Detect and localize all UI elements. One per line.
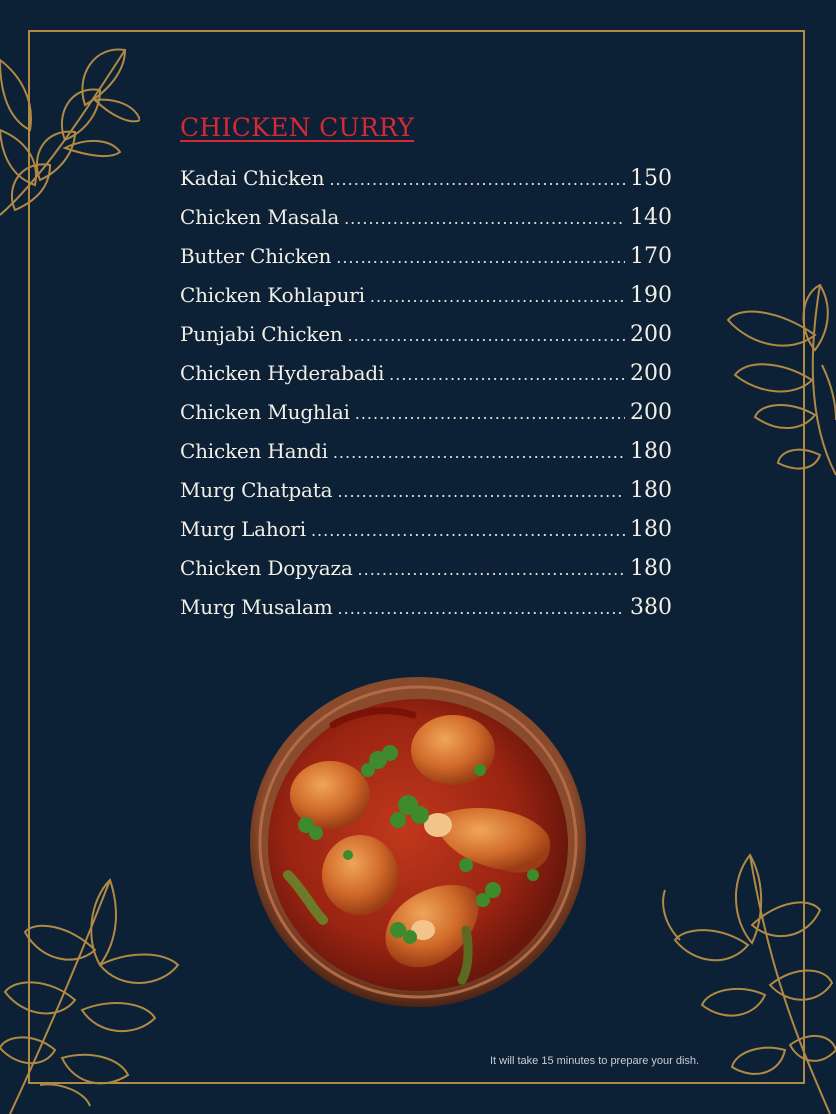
menu-list bbox=[180, 166, 672, 634]
menu-item bbox=[180, 517, 672, 556]
menu-item-price: 180 bbox=[630, 517, 672, 542]
chicken-curry-bowl-image bbox=[248, 675, 588, 1010]
menu-item-name: Punjabi Chicken bbox=[180, 322, 343, 346]
dot-leader bbox=[344, 209, 625, 228]
menu-item-name: Chicken Hyderabadi bbox=[180, 361, 385, 385]
menu-item-name: Chicken Dopyaza bbox=[180, 556, 353, 580]
dot-leader bbox=[311, 521, 625, 540]
menu-item bbox=[180, 205, 672, 244]
leaf-branch-top-left bbox=[0, 20, 140, 230]
menu-item-name: Chicken Handi bbox=[180, 439, 328, 463]
menu-item-price: 200 bbox=[630, 400, 672, 425]
menu-item-price: 140 bbox=[630, 205, 672, 230]
menu-item bbox=[180, 439, 672, 478]
menu-item bbox=[180, 283, 672, 322]
menu-item-name: Kadai Chicken bbox=[180, 166, 325, 190]
menu-item-price: 380 bbox=[630, 595, 672, 620]
menu-item bbox=[180, 556, 672, 595]
menu-item bbox=[180, 361, 672, 400]
dot-leader bbox=[333, 443, 625, 462]
menu-item bbox=[180, 244, 672, 283]
dot-leader bbox=[329, 170, 625, 189]
menu-item bbox=[180, 478, 672, 517]
menu-item-name: Murg Chatpata bbox=[180, 478, 333, 502]
menu-item-name: Murg Lahori bbox=[180, 517, 306, 541]
menu-item-name: Butter Chicken bbox=[180, 244, 332, 268]
menu-item-price: 200 bbox=[630, 361, 672, 386]
dot-leader bbox=[348, 326, 625, 345]
menu-item-price: 150 bbox=[630, 166, 672, 191]
dot-leader bbox=[358, 560, 625, 579]
menu-item-price: 180 bbox=[630, 439, 672, 464]
dot-leader bbox=[370, 287, 625, 306]
menu-item-name: Chicken Kohlapuri bbox=[180, 283, 365, 307]
menu-item-name: Murg Musalam bbox=[180, 595, 333, 619]
menu-item-price: 180 bbox=[630, 478, 672, 503]
dot-leader bbox=[355, 404, 625, 423]
dot-leader bbox=[338, 599, 625, 618]
leaf-branch-bottom-right bbox=[660, 845, 836, 1114]
preparation-note: It will take 15 minutes to prepare your dish. bbox=[490, 1055, 700, 1067]
leaf-branch-right bbox=[720, 275, 836, 505]
leaf-branch-bottom-left bbox=[0, 870, 190, 1114]
section-title: CHICKEN CURRY bbox=[180, 113, 415, 142]
dot-leader bbox=[337, 482, 625, 501]
menu-item bbox=[180, 166, 672, 205]
menu-item-name: Chicken Mughlai bbox=[180, 400, 350, 424]
dot-leader bbox=[389, 365, 625, 384]
menu-item-name: Chicken Masala bbox=[180, 205, 340, 229]
dot-leader bbox=[336, 248, 625, 267]
menu-item bbox=[180, 322, 672, 361]
menu-item bbox=[180, 595, 672, 634]
menu-item-price: 180 bbox=[630, 556, 672, 581]
menu-item-price: 190 bbox=[630, 283, 672, 308]
menu-item bbox=[180, 400, 672, 439]
menu-item-price: 170 bbox=[630, 244, 672, 269]
menu-item-price: 200 bbox=[630, 322, 672, 347]
